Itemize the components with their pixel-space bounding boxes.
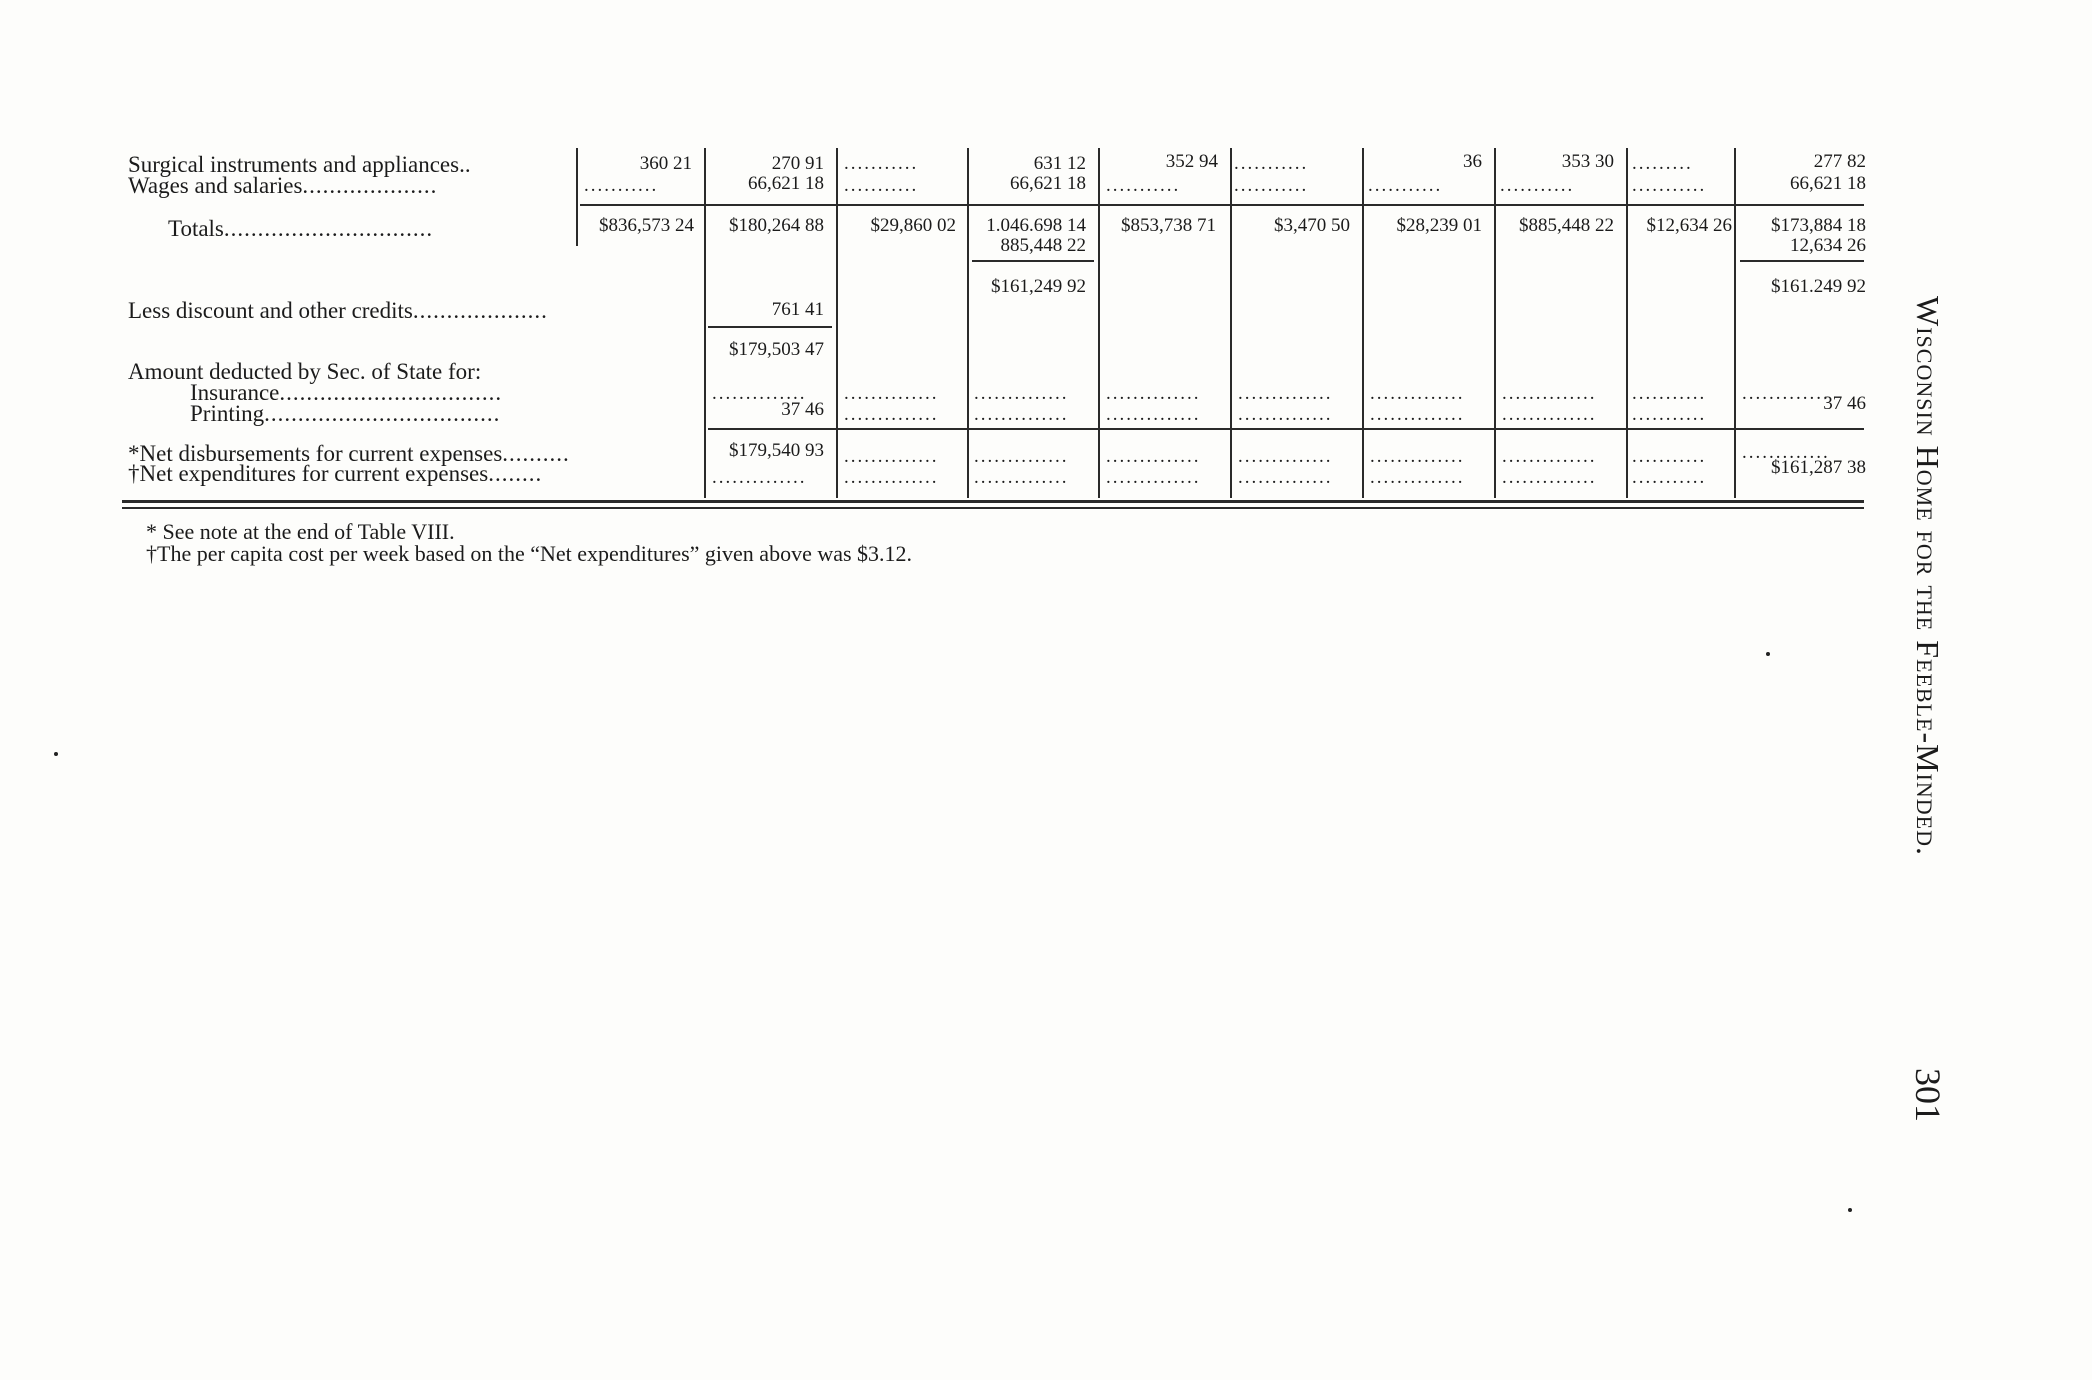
row-label-wages — [128, 174, 437, 197]
cell-net-exp-c7: .............. — [1370, 468, 1465, 487]
cell-totals-c10: $173,884 18 — [1771, 215, 1866, 236]
leader-dots: .................... — [302, 173, 438, 198]
row-label-discount-text: Less discount and other credits — [128, 298, 413, 323]
cell-insurance-c3: .............. — [844, 384, 939, 403]
row-label-insurance-text: Insurance — [190, 380, 280, 405]
cell-net-disb-c6: .............. — [1238, 447, 1333, 466]
cell-insurance-c8: .............. — [1502, 384, 1597, 403]
col-rule — [1362, 148, 1364, 498]
scan-speck — [1766, 652, 1770, 656]
cell-totals-c7: $28,239 01 — [1396, 215, 1482, 236]
cell-net-exp-c3: .............. — [844, 468, 939, 487]
row-label-totals — [168, 217, 433, 240]
cell-surgical-c6: ........... — [1234, 154, 1309, 173]
row-label-surgical: Surgical instruments and appliances.. — [128, 152, 471, 177]
cell-net-exp-c6: .............. — [1238, 468, 1333, 487]
cell-net-exp-c5: .............. — [1106, 468, 1201, 487]
cell-net-exp-c4: .............. — [974, 468, 1069, 487]
running-head: Wisconsin Home for the Feeble-Minded. — [1910, 296, 1946, 856]
page-number: 301 — [1908, 1068, 1948, 1122]
cell-surgical-c2: 270 91 — [771, 153, 824, 174]
cell-totals-c6: $3,470 50 — [1274, 215, 1350, 236]
col-rule — [1494, 148, 1496, 498]
cell-net-disb-c4: .............. — [974, 447, 1069, 466]
cell-wages-c6: ........... — [1234, 176, 1309, 195]
cell-balance-c4: $161,249 92 — [991, 276, 1086, 297]
cell-discount-c2: 761 41 — [771, 299, 824, 320]
cell-printing-c4: .............. — [974, 405, 1069, 424]
row-label-printing-text: Printing — [190, 401, 265, 426]
cell-surgical-c4: 631 12 — [1033, 153, 1086, 174]
cell-wages-c2: 66,621 18 — [748, 173, 824, 194]
cell-net-disb-c5: .............. — [1106, 447, 1201, 466]
sum-rule — [708, 428, 1864, 430]
cell-after-discount-c2: $179,503 47 — [729, 339, 824, 360]
cell-net-exp-c2: .............. — [712, 468, 807, 487]
cell-net-disb-c7: .............. — [1370, 447, 1465, 466]
sum-rule — [1740, 428, 1864, 430]
cell-totals-c5: $853,738 71 — [1121, 215, 1216, 236]
cell-insurance-c9: ........... — [1632, 384, 1707, 403]
cell-printing-c9: ........... — [1632, 405, 1707, 424]
cell-wages-c7: ........... — [1368, 176, 1443, 195]
cell-surgical-c10: 277 82 — [1813, 151, 1866, 172]
leader-dots: .......... — [502, 441, 570, 466]
cell-balance-c10: $161.249 92 — [1771, 276, 1866, 297]
cell-totals-c3: $29,860 02 — [870, 215, 956, 236]
row-label-net-expenditures — [128, 462, 542, 485]
cell-totals-c4-sub: 885,448 22 — [1000, 235, 1086, 256]
cell-surgical-c5: 352 94 — [1165, 151, 1218, 172]
cell-wages-c9: ........... — [1632, 176, 1707, 195]
row-label-wages-text: Wages and salaries — [128, 173, 303, 198]
row-label-printing — [190, 402, 500, 425]
cell-net-disb-c8: .............. — [1502, 447, 1597, 466]
col-rule — [836, 148, 838, 498]
cell-insurance-c7: .............. — [1370, 384, 1465, 403]
cell-surgical-c1: 360 21 — [639, 153, 692, 174]
row-label-net-expenditures-text: †Net expenditures for current expenses — [128, 461, 489, 486]
cell-insurance-c5: .............. — [1106, 384, 1201, 403]
col-rule — [704, 148, 706, 498]
cell-insurance-c6: .............. — [1238, 384, 1333, 403]
cell-net-disb-c9: ........... — [1632, 447, 1707, 466]
cell-totals-c4: 1.046.698 14 — [986, 215, 1086, 236]
leader-dots: ................................... — [264, 401, 501, 426]
row-label-totals-text: Totals — [168, 216, 224, 241]
cell-insurance-c2: .............. — [712, 384, 807, 403]
cell-totals-c8: $885,448 22 — [1519, 215, 1614, 236]
cell-totals-c9: $12,634 26 — [1646, 215, 1732, 236]
cell-totals-c1: $836,573 24 — [599, 215, 694, 236]
row-label-net-disbursements-text: *Net disbursements for current expenses — [128, 441, 503, 466]
footnote-dagger: †The per capita cost per week based on the “Net expenditures” given above was $3.12. — [146, 541, 913, 566]
leader-dots: ................................. — [279, 380, 503, 405]
sum-rule — [708, 326, 832, 328]
cell-wages-c5: ........... — [1106, 176, 1181, 195]
col-rule — [1098, 148, 1100, 498]
cell-printing-c5: .............. — [1106, 405, 1201, 424]
leader-dots: ............................... — [223, 216, 434, 241]
cell-totals-c10-sub: 12,634 26 — [1790, 235, 1866, 256]
cell-printing-c3: .............. — [844, 405, 939, 424]
table-bottom-rule — [122, 500, 1864, 503]
cell-insurance-c4: .............. — [974, 384, 1069, 403]
cell-surgical-c3: ........... — [844, 154, 919, 173]
leader-dots: ........ — [488, 461, 543, 486]
cell-insurance-c10: ............. — [1742, 384, 1830, 403]
cell-surgical-c8: 353 30 — [1561, 151, 1614, 172]
sum-rule — [580, 204, 1864, 206]
row-label-deducted: Amount deducted by Sec. of State for: — [128, 359, 482, 384]
cell-printing-c8: .............. — [1502, 405, 1597, 424]
cell-wages-c3: ........... — [844, 176, 919, 195]
col-rule — [967, 148, 969, 498]
table-bottom-rule — [122, 507, 1864, 509]
cell-net-exp-c10: $161,287 38 — [1771, 457, 1866, 478]
cell-net-exp-c8: .............. — [1502, 468, 1597, 487]
cell-wages-c8: ........... — [1500, 176, 1575, 195]
col-rule — [1626, 148, 1628, 498]
cell-printing-c7: .............. — [1370, 405, 1465, 424]
sum-rule — [972, 260, 1094, 262]
cell-wages-c1: ........... — [584, 176, 659, 195]
scan-speck — [1848, 1208, 1852, 1212]
cell-net-exp-c9: ........... — [1632, 468, 1707, 487]
cell-surgical-c7: 36 — [1463, 151, 1482, 172]
row-label-discount — [128, 299, 548, 322]
cell-wages-c4: 66,621 18 — [1010, 173, 1086, 194]
col-rule — [1734, 148, 1736, 498]
scan-speck — [54, 752, 58, 756]
col-rule — [1230, 148, 1232, 498]
footnote-star: * See note at the end of Table VIII. — [146, 519, 455, 544]
cell-wages-c10: 66,621 18 — [1790, 173, 1866, 194]
cell-surgical-c9: ......... — [1632, 154, 1693, 173]
cell-printing-c6: .............. — [1238, 405, 1333, 424]
cell-net-disb-c3: .............. — [844, 447, 939, 466]
leader-dots: .................... — [412, 298, 548, 323]
cell-printing-c2: 37 46 — [781, 399, 824, 420]
cell-totals-c2: $180,264 88 — [729, 215, 824, 236]
cell-printing-c10: 37 46 — [1823, 393, 1866, 414]
sum-rule — [1740, 260, 1864, 262]
cell-net-disb-c2: $179,540 93 — [729, 440, 824, 461]
cell-net-disb-c10: ............. — [1742, 443, 1830, 462]
